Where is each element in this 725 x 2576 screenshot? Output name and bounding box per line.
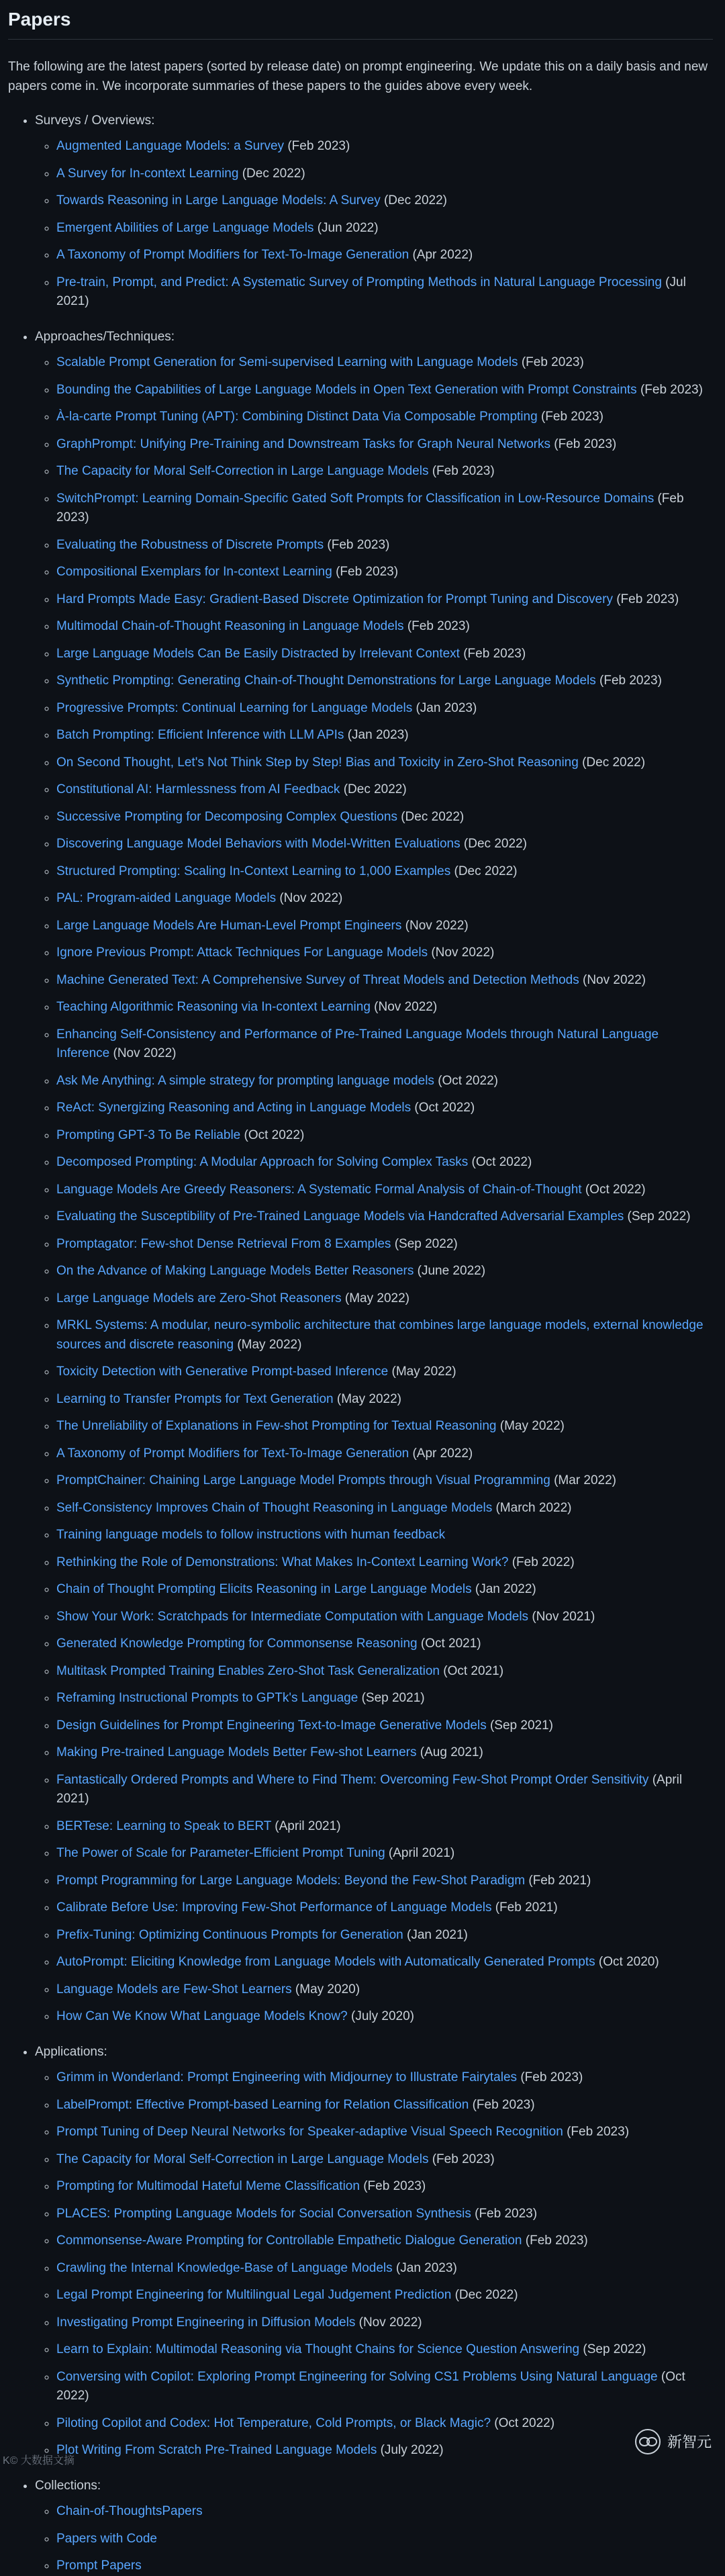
paper-list-item [56,1608,713,1627]
paper-link[interactable]: Batch Prompting: Efficient Inference with LLM APIs [56,728,344,743]
paper-list-item [56,971,713,991]
paper-date: (Dec 2022) [340,782,407,797]
paper-list-item [56,2340,713,2360]
paper-list-item [56,862,713,882]
paper-link[interactable]: Prompt Programming for Large Language Models: Beyond the Few-Shot Paradigm [56,1873,526,1888]
paper-date: (Feb 2023) [612,592,679,606]
paper-link[interactable]: Prompting GPT-3 To Be Reliable [56,1128,241,1142]
paper-link[interactable]: Synthetic Prompting: Generating Chain-of-Thought Demonstrations for Large Language Models [56,674,596,688]
paper-link[interactable]: Grimm in Wonderland: Prompt Engineering with Midjourney to Illustrate Fairytales [56,2070,518,2085]
section [35,2043,713,2460]
section-list [8,111,713,2576]
paper-date: (Feb 2023) [522,2234,588,2248]
paper-list-item [56,2557,713,2576]
paper-date: (Feb 2023) [459,646,526,661]
paper-date: (Dec 2022) [238,166,305,181]
paper-link[interactable]: How Can We Know What Language Models Know? [56,2009,348,2024]
paper-list-item [56,1771,713,1809]
paper-date: (Nov 2022) [355,2315,422,2330]
paper-list-item [56,1207,713,1227]
paper-date: (Feb 2023) [403,619,470,634]
paper-date: (Oct 2022) [468,1155,532,1170]
source-watermark: K© 大数据文摘 [3,2455,75,2467]
paper-link[interactable]: Prefix-Tuning: Optimizing Continuous Prompts for Generation [56,1927,403,1942]
wechat-icon [635,2429,661,2454]
paper-list-item [56,2286,713,2305]
paper-list-item [56,1025,713,1064]
paper-date: (May 2020) [291,1982,360,1996]
paper-link[interactable]: PAL: Program-aided Language Models [56,891,277,906]
paper-date: (Dec 2022) [578,755,646,770]
paper-list-item [56,726,713,745]
paper-list-item [56,462,713,481]
section-title: • Surveys / Overviews: [35,113,155,128]
paper-list-item [56,563,713,582]
paper-link[interactable]: À-la-carte Prompt Tuning (APT): Combining Distinct Data Via Composable Prompting [56,410,538,424]
paper-list-item [56,808,713,827]
paper-link[interactable]: AutoPrompt: Eliciting Knowledge from Language Models with Automatically Generated Prompts [56,1955,595,1970]
paper-date: (May 2022) [234,1337,302,1352]
paper-date: (Oct 2022) [434,1073,498,1088]
paper-link[interactable]: Chain of Thought Prompting Elicits Reasoning in Large Language Models [56,1582,472,1597]
paper-date: (Feb 2021) [491,1900,558,1915]
paper-link[interactable]: Self-Consistency Improves Chain of Thought Reasoning in Language Models [56,1500,493,1515]
paper-date: (Feb 2023) [324,537,390,552]
paper-date: (Dec 2022) [397,809,465,824]
paper-list-item [56,2096,713,2115]
paper-link[interactable]: A Taxonomy of Prompt Modifiers for Text-To-Image Generation [56,1446,409,1461]
paper-list-item [56,1289,713,1309]
intro-paragraph: The following are the latest papers (sorted by release date) on prompt engineering. We update this on a daily basis and new papers come in. We incorporate summaries of these papers to the guides above every week. [8,60,708,94]
paper-list-item [56,889,713,909]
paper-list-item [56,191,713,211]
paper-list-item [56,1980,713,2000]
paper-date: (April 2021) [271,1819,341,1833]
paper-list-item [56,2368,713,2406]
paper-link[interactable]: PLACES: Prompting Language Models for Social Conversation Synthesis [56,2206,471,2221]
paper-link[interactable]: Scalable Prompt Generation for Semi-supervised Learning with Language Models [56,355,518,370]
paper-list-item [56,1817,713,1837]
paper-date: (Jan 2021) [403,1927,468,1942]
paper-list-item [56,1471,713,1491]
paper-link[interactable]: Investigating Prompt Engineering in Diffusion Models [56,2315,356,2330]
paper-date: (Nov 2022) [401,918,469,933]
paper-link[interactable]: Conversing with Copilot: Exploring Prompt Engineering for Solving CS1 Problems Using Natural Language [56,2369,658,2384]
paper-list-item [56,490,713,528]
paper-list-item [56,1235,713,1254]
paper-date: (Sep 2021) [486,1718,553,1733]
paper-date: (Nov 2022) [109,1046,177,1061]
paper-link[interactable]: The Unreliability of Explanations in Few-shot Prompting for Textual Reasoning [56,1419,497,1434]
paper-date: (May 2022) [388,1365,456,1379]
paper-date: (Feb 2023) [550,436,617,451]
paper-list-item [56,2414,713,2434]
paper-link[interactable]: The Power of Scale for Parameter-Efficient Prompt Tuning [56,1846,385,1861]
paper-list-item [56,2232,713,2251]
paper-list-item [56,617,713,637]
paper-link[interactable]: A Survey for In-context Learning [56,166,239,181]
paper-list-item [56,435,713,455]
paper-list-item [56,699,713,719]
paper-link[interactable]: BERTese: Learning to Speak to BERT [56,1819,272,1833]
paper-list-item [56,1926,713,1945]
paper-link[interactable]: Prompting for Multimodal Hateful Meme Classification [56,2179,360,2194]
paper-date: (Nov 2022) [276,891,343,906]
paper-list-item [56,2205,713,2224]
paper-date: (Jun 2022) [313,220,379,235]
paper-list-item [56,2068,713,2088]
paper-list-item [56,1743,713,1763]
paper-link[interactable]: Pre-train, Prompt, and Predict: A Systematic Survey of Prompting Methods in Natural Language Processing [56,275,662,289]
paper-link[interactable]: A Taxonomy of Prompt Modifiers for Text-To-Image Generation [56,248,409,263]
paper-link[interactable]: MRKL Systems: A modular, neuro-symbolic architecture that combines large language models, external knowledge sources and discrete reasoning [56,1318,704,1352]
paper-date: (Jan 2023) [344,728,409,743]
paper-date: (Jul 2021) [56,275,686,309]
paper-link[interactable]: Multimodal Chain-of-Thought Reasoning in Language Models [56,619,404,634]
paper-date: (Sep 2022) [579,2342,646,2357]
paper-link[interactable]: Towards Reasoning in Large Language Models: A Survey [56,193,381,208]
paper-list-item [56,1953,713,1972]
paper-list-item [56,1580,713,1600]
paper-date: (Feb 2023) [332,565,399,580]
paper-date: (Feb 2023) [563,2125,630,2140]
paper-link[interactable]: On the Advance of Making Language Models Better Reasoners [56,1264,414,1279]
paper-date: (May 2022) [341,1291,409,1305]
paper-link[interactable]: Training language models to follow instructions with human feedback [56,1528,446,1543]
paper-date: (Feb 2023) [428,2152,495,2166]
paper-date: (Jan 2023) [412,700,477,715]
paper-list-item [56,2177,713,2197]
paper-date: (Nov 2022) [579,972,646,987]
paper-list-item [56,645,713,664]
paper-link[interactable]: Chain-of-ThoughtsPapers [56,2504,203,2519]
paper-link[interactable]: Prompt Tuning of Deep Neural Networks for Speaker-adaptive Visual Speech Recognition [56,2125,563,2140]
paper-date: (Feb 2023) [517,2070,583,2085]
paper-link[interactable]: SwitchPrompt: Learning Domain-Specific Gated Soft Prompts for Classification in Low-Resource Domains [56,491,655,506]
paper-list-item [56,1553,713,1573]
paper-link[interactable]: Piloting Copilot and Codex: Hot Temperature, Cold Prompts, or Black Magic? [56,2416,491,2430]
paper-list-item [56,1316,713,1354]
paper-list-item [56,2259,713,2279]
paper-list-item [56,780,713,800]
paper-link[interactable]: Structured Prompting: Scaling In-Context Learning to 1,000 Examples [56,864,451,878]
paper-date: (Feb 2023) [471,2206,538,2221]
section-title: • Applications: [35,2044,107,2059]
paper-list-item [56,381,713,400]
paper-list-item [56,944,713,963]
paper-date: (Dec 2022) [460,837,527,852]
paper-list-item [56,2502,713,2522]
paper-list-item [56,672,713,691]
paper-link[interactable]: Machine Generated Text: A Comprehensive Survey of Threat Models and Detection Methods [56,972,579,987]
paper-link[interactable]: Generated Knowledge Prompting for Commonsense Reasoning [56,1637,418,1651]
paper-list-item [56,753,713,773]
paper-link[interactable]: Large Language Models Can Be Easily Distracted by Irrelevant Context [56,646,460,661]
paper-date: (Apr 2022) [409,1446,473,1461]
paper-link[interactable]: LabelPrompt: Effective Prompt-based Learning for Relation Classification [56,2097,469,2112]
section-title: • Collections: [35,2478,101,2493]
paper-link[interactable]: Fantastically Ordered Prompts and Where to Find Them: Overcoming Few-Shot Prompt Order Sensitivity [56,1772,649,1787]
paper-link[interactable]: On Second Thought, Let's Not Think Step by Step! Bias and Toxicity in Zero-Shot Reasoning [56,755,579,770]
paper-list-item [56,137,713,156]
paper-link[interactable]: Learning to Transfer Prompts for Text Generation [56,1391,334,1406]
paper-link[interactable]: Enhancing Self-Consistency and Performance of Pre-Trained Language Models through Natural Language Inference [56,1027,659,1061]
paper-date: (Feb 2023) [359,2179,426,2194]
paper-link[interactable]: Teaching Algorithmic Reasoning via In-context Learning [56,1000,371,1015]
paper-date: (Dec 2022) [450,864,518,878]
section-title: • Approaches/Techniques: [35,329,175,344]
paper-list-item [56,2441,713,2460]
paper-date: (Feb 2023) [284,139,350,154]
paper-link[interactable]: Bounding the Capabilities of Large Language Models in Open Text Generation with Prompt Constraints [56,382,637,397]
paper-list-item [56,246,713,265]
paper-date: (Nov 2022) [370,1000,438,1015]
paper-link[interactable]: Toxicity Detection with Generative Prompt-based Inference [56,1365,389,1379]
paper-date: (Nov 2022) [428,946,495,960]
paper-list-item [56,2123,713,2142]
paper-date: (Mar 2022) [550,1473,616,1488]
paper-list-item [56,1716,713,1736]
paper-link[interactable]: Prompt Papers [56,2559,142,2573]
paper-list-item [56,1662,713,1682]
paper-link[interactable]: Large Language Models are Zero-Shot Reasoners [56,1291,342,1305]
paper-date: (April 2021) [385,1846,455,1861]
paper-list-item [56,1635,713,1654]
paper-list-item [56,1099,713,1118]
paper-date: (Feb 2023) [595,674,662,688]
paper-list-item [56,2530,713,2549]
paper-link[interactable]: Legal Prompt Engineering for Multilingual Legal Judgement Prediction [56,2288,452,2303]
paper-list-item [56,1526,713,1545]
paper-link[interactable]: Making Pre-trained Language Models Better Few-shot Learners [56,1745,417,1760]
paper-link[interactable]: Papers with Code [56,2531,157,2546]
paper-list-item [56,1153,713,1172]
paper-link[interactable]: Evaluating the Robustness of Discrete Prompts [56,537,324,552]
paper-date: (March 2022) [492,1500,572,1515]
paper-date: (May 2022) [496,1419,565,1434]
paper-link[interactable]: Learn to Explain: Multimodal Reasoning via Thought Chains for Science Question Answering [56,2342,580,2357]
paper-date: (Feb 2023) [428,464,495,479]
paper-list-item [56,2007,713,2027]
paper-date: (Oct 2021) [417,1637,481,1651]
paper-link[interactable]: Emergent Abilities of Large Language Models [56,220,314,235]
paper-date: (Oct 2022) [491,2416,555,2430]
paper-date: (Sep 2022) [624,1209,691,1224]
paper-list-item [56,2150,713,2170]
paper-link[interactable]: The Capacity for Moral Self-Correction in Large Language Models [56,464,429,479]
paper-list-item [56,165,713,184]
paper-list-item [56,998,713,1017]
paper-date: (Feb 2021) [525,1873,591,1888]
paper-link[interactable]: Decomposed Prompting: A Modular Approach for Solving Complex Tasks [56,1155,469,1170]
paper-date: (Dec 2022) [451,2288,518,2303]
section [35,111,713,312]
watermark-text: 新智元 [667,2433,712,2450]
paper-list [35,2502,713,2576]
paper-date: (Jan 2023) [392,2260,457,2275]
paper-link[interactable]: Reframing Instructional Prompts to GPTk's Language [56,1691,358,1706]
paper-list-item [56,273,713,312]
paper-date: (Feb 2023) [518,355,584,370]
paper-date: (Feb 2023) [537,410,603,424]
paper-link[interactable]: GraphPrompt: Unifying Pre-Training and Downstream Tasks for Graph Neural Networks [56,436,551,451]
paper-link[interactable]: Design Guidelines for Prompt Engineering Text-to-Image Generative Models [56,1718,487,1733]
paper-link[interactable]: Constitutional AI: Harmlessness from AI Feedback [56,782,340,797]
paper-date: (July 2022) [377,2443,444,2458]
paper-link[interactable]: Commonsense-Aware Prompting for Controllable Empathetic Dialogue Generation [56,2234,522,2248]
paper-link[interactable]: Language Models Are Greedy Reasoners: A Systematic Formal Analysis of Chain-of-Thought [56,1182,582,1197]
paper-date: (Feb 2023) [469,2097,535,2112]
paper-list-item [56,1126,713,1146]
paper-link[interactable]: Ask Me Anything: A simple strategy for prompting language models [56,1073,434,1088]
paper-list-item [56,1689,713,1708]
paper-link[interactable]: PromptChainer: Chaining Large Language Model Prompts through Visual Programming [56,1473,550,1488]
paper-date: (July 2020) [347,2009,415,2024]
paper-date: (Oct 2022) [411,1101,475,1115]
paper-list-item [56,1444,713,1464]
paper-link[interactable]: Calibrate Before Use: Improving Few-Shot Performance of Language Models [56,1900,492,1915]
paper-date: (Feb 2022) [508,1555,575,1569]
paper-link[interactable]: Successive Prompting for Decomposing Complex Questions [56,809,397,824]
paper-link[interactable]: Ignore Previous Prompt: Attack Techniques For Language Models [56,946,428,960]
paper-link[interactable]: Plot Writing From Scratch Pre-Trained Language Models [56,2443,377,2458]
paper-list [35,353,713,2027]
section [35,328,713,2027]
paper-link[interactable]: Language Models are Few-Shot Learners [56,1982,292,1996]
paper-link[interactable]: Augmented Language Models: a Survey [56,139,285,154]
paper-date: (Oct 2022) [56,2369,685,2403]
paper-date: (May 2022) [333,1391,401,1406]
paper-date: (Oct 2021) [439,1663,504,1678]
paper-link[interactable]: ReAct: Synergizing Reasoning and Acting in Language Models [56,1101,412,1115]
paper-list-item [56,835,713,854]
paper-list-item [56,590,713,610]
paper-list-item [56,1872,713,1891]
paper-link[interactable]: The Capacity for Moral Self-Correction in Large Language Models [56,2152,429,2166]
paper-date: (Dec 2022) [380,193,447,208]
paper-date: (Feb 2023) [636,382,703,397]
paper-list-item [56,1181,713,1200]
paper-link[interactable]: Hard Prompts Made Easy: Gradient-Based Discrete Optimization for Prompt Tuning and Discovery [56,592,613,606]
paper-list-item [56,1499,713,1518]
paper-list-item [56,536,713,555]
paper-list-item [56,1844,713,1864]
paper-date: (Sep 2021) [358,1691,425,1706]
paper-link[interactable]: Rethinking the Role of Demonstrations: What Makes In-Context Learning Work? [56,1555,509,1569]
paper-date: (June 2022) [414,1264,486,1279]
paper-date: (Sep 2022) [391,1236,458,1251]
paper-list [35,137,713,312]
paper-list-item [56,1072,713,1091]
paper-list-item [56,2313,713,2333]
paper-date: (Oct 2022) [240,1128,305,1142]
paper-list-item [56,353,713,373]
paper-date: (Apr 2022) [409,248,473,263]
paper-list-item [56,408,713,427]
paper-link[interactable]: Crawling the Internal Knowledge-Base of Language Models [56,2260,393,2275]
paper-list-item [56,1417,713,1436]
paper-date: (Feb 2023) [56,491,684,525]
paper-link[interactable]: Show Your Work: Scratchpads for Intermediate Computation with Language Models [56,1609,529,1624]
paper-list-item [56,1390,713,1410]
paper-date: (Oct 2022) [581,1182,646,1197]
paper-list [35,2068,713,2460]
paper-list-item [56,917,713,936]
paper-link[interactable]: Multitask Prompted Training Enables Zero-Shot Task Generalization [56,1663,440,1678]
paper-list-item [56,1262,713,1281]
paper-link[interactable]: Promptagator: Few-shot Dense Retrieval From 8 Examples [56,1236,391,1251]
section [35,2477,713,2576]
paper-date: (Nov 2021) [528,1609,595,1624]
paper-date: (Jan 2022) [471,1582,536,1597]
wechat-watermark [635,2429,712,2454]
paper-list-item [56,219,713,238]
paper-link[interactable]: Progressive Prompts: Continual Learning for Language Models [56,700,413,715]
paper-list-item [56,1363,713,1382]
paper-link[interactable]: Evaluating the Susceptibility of Pre-Trained Language Models via Handcrafted Adversarial Examples [56,1209,624,1224]
paper-link[interactable]: Compositional Exemplars for In-context Learning [56,565,332,580]
paper-date: (April 2021) [56,1772,683,1806]
paper-date: (Aug 2021) [416,1745,483,1760]
paper-date: (Oct 2020) [595,1955,659,1970]
paper-list-item [56,1898,713,1918]
paper-link[interactable]: Large Language Models Are Human-Level Prompt Engineers [56,918,402,933]
page-title: Papers [8,5,713,40]
paper-link[interactable]: Discovering Language Model Behaviors with Model-Written Evaluations [56,837,461,852]
